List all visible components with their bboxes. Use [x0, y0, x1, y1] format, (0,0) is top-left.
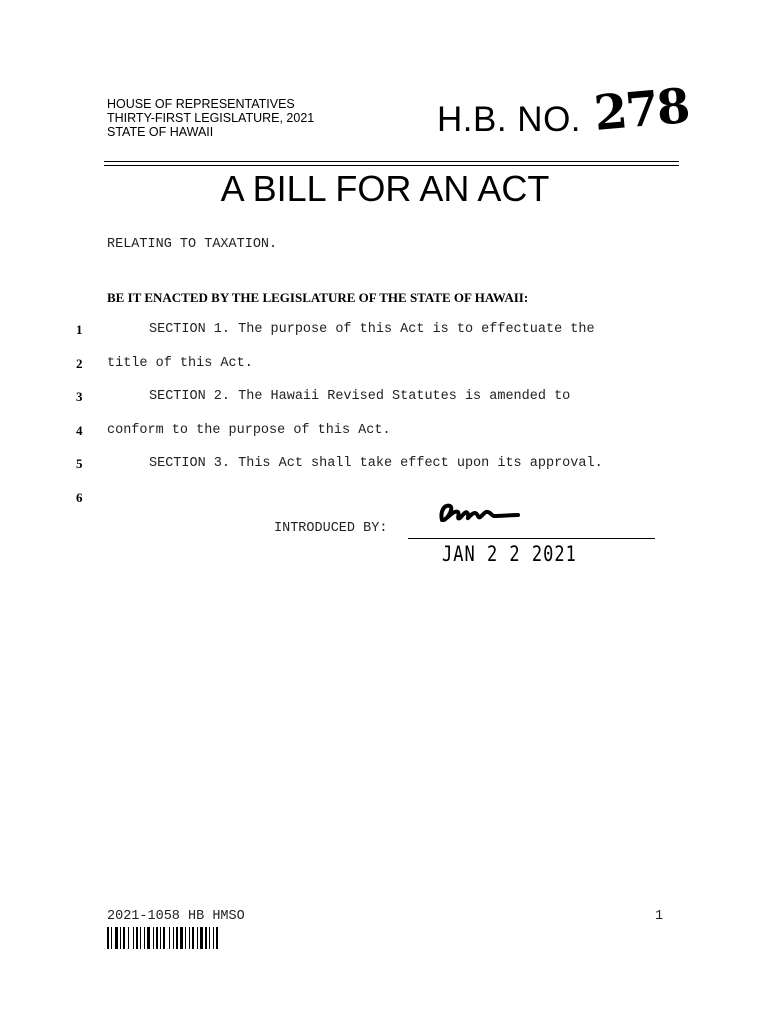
header-rule-bottom	[104, 165, 679, 166]
body-line: SECTION 2. The Hawaii Revised Statutes is amended to	[149, 389, 571, 404]
barcode-icon	[107, 927, 267, 949]
line-number: 3	[76, 389, 83, 404]
legislature-name: THIRTY-FIRST LEGISLATURE, 2021	[107, 111, 315, 125]
document-code: 2021-1058 HB HMSO	[107, 909, 245, 924]
line-number: 6	[76, 490, 83, 505]
signature-line	[408, 538, 655, 539]
header-block	[107, 97, 314, 139]
header-rule-top	[104, 161, 679, 162]
line-number: 1	[76, 322, 83, 337]
body-line: SECTION 3. This Act shall take effect upon its approval.	[149, 456, 603, 471]
enacting-clause: BE IT ENACTED BY THE LEGISLATURE OF THE STATE OF HAWAII:	[107, 290, 529, 305]
bill-title: A BILL FOR AN ACT	[220, 168, 550, 209]
bill-number-handwritten: 278	[591, 78, 691, 142]
body-line: title of this Act.	[107, 356, 253, 371]
body-line: SECTION 1. The purpose of this Act is to effectuate the	[149, 322, 595, 337]
line-number: 4	[76, 423, 83, 438]
body-line: conform to the purpose of this Act.	[107, 423, 391, 438]
line-number: 2	[76, 356, 83, 371]
line-number: 5	[76, 456, 83, 471]
chamber-name: HOUSE OF REPRESENTATIVES	[107, 97, 295, 111]
state-name: STATE OF HAWAII	[107, 125, 214, 139]
introduced-by-label: INTRODUCED BY:	[274, 521, 388, 536]
signature-icon	[436, 498, 520, 526]
page-number: 1	[655, 909, 664, 924]
date-stamp: JAN 2 2 2021	[442, 542, 577, 567]
relating-clause: RELATING TO TAXATION.	[107, 237, 278, 252]
bill-number-prefix: H.B. NO.	[437, 100, 582, 139]
